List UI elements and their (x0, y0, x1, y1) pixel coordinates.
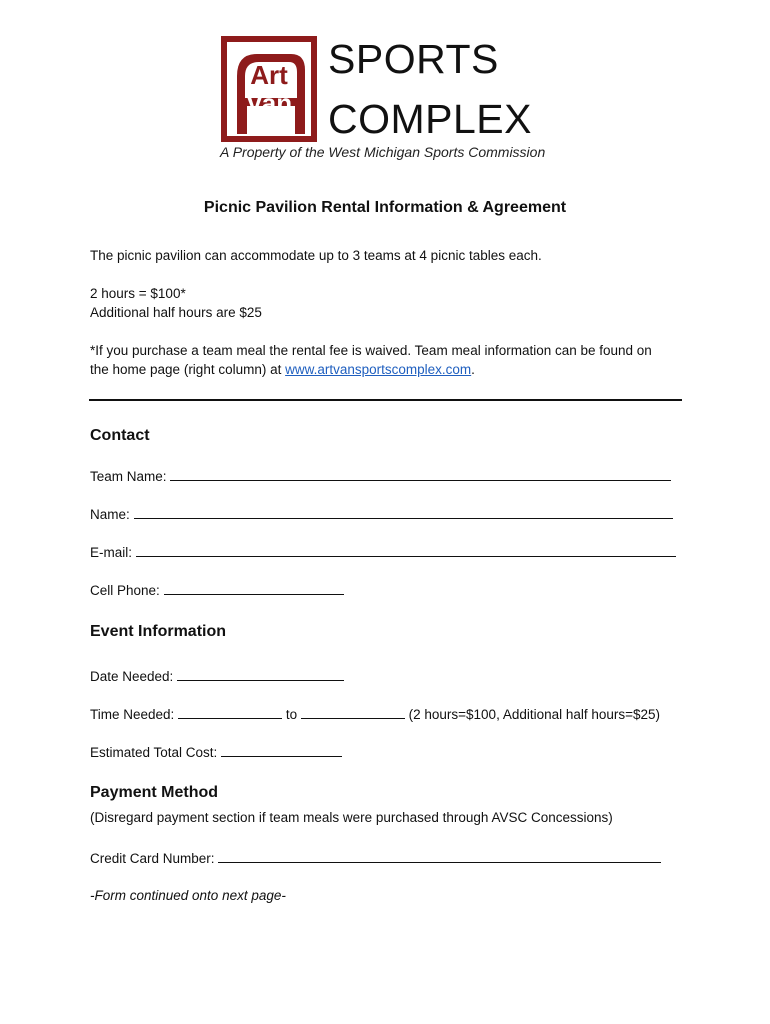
logo-text-art: Art (250, 60, 288, 90)
brand-complex: COMPLEX (328, 96, 532, 142)
logo-text-van: Van (245, 88, 293, 118)
card-row (90, 848, 661, 868)
time-start-field[interactable] (178, 704, 282, 719)
art-van-logo (221, 36, 317, 142)
capacity-text: The picnic pavilion can accommodate up to 3 teams at 4 picnic tables each. (90, 248, 542, 263)
meal-note-line-1: *If you purchase a team meal the rental fee is waived. Team meal information can be found on (90, 343, 652, 358)
section-divider (89, 399, 682, 401)
card-label: Credit Card Number: (90, 851, 215, 866)
team-name-label: Team Name: (90, 469, 167, 484)
email-field[interactable] (136, 542, 676, 557)
date-label: Date Needed: (90, 669, 174, 684)
time-to-label: to (285, 707, 298, 722)
price-line-1: 2 hours = $100* (90, 286, 186, 301)
team-name-field[interactable] (170, 466, 671, 481)
cell-phone-label: Cell Phone: (90, 583, 160, 598)
event-heading: Event Information (90, 623, 227, 640)
brand-sports: SPORTS (328, 36, 499, 82)
time-label: Time Needed: (90, 707, 175, 722)
cell-phone-row (90, 580, 344, 600)
meal-note-line-2 (90, 360, 475, 379)
cost-field[interactable] (221, 742, 342, 757)
meal-note-prefix: the home page (right column) at (90, 362, 286, 377)
price-line-2: Additional half hours are $25 (90, 305, 262, 320)
date-row (90, 666, 344, 686)
time-pricing-note: (2 hours=$100, Additional half hours=$25) (408, 707, 661, 722)
name-field[interactable] (134, 504, 673, 519)
payment-heading: Payment Method (90, 784, 219, 801)
email-row (90, 542, 676, 562)
team-name-row (90, 466, 671, 486)
contact-heading: Contact (90, 427, 150, 444)
time-end-field[interactable] (301, 704, 405, 719)
payment-note: (Disregard payment section if team meals were purchased through AVSC Concessions) (90, 810, 613, 825)
email-label: E-mail: (90, 545, 133, 560)
meal-note-suffix: . (471, 362, 475, 377)
page-title: Picnic Pavilion Rental Information & Agreement (203, 199, 567, 216)
tagline: A Property of the West Michigan Sports Commission (220, 144, 546, 160)
cost-label: Estimated Total Cost: (90, 745, 218, 760)
card-number-field[interactable] (218, 848, 661, 863)
cell-phone-field[interactable] (164, 580, 344, 595)
name-label: Name: (90, 507, 130, 522)
name-row (90, 504, 673, 524)
cost-row (90, 742, 342, 762)
form-continued-note: -Form continued onto next page- (90, 888, 286, 903)
website-link[interactable]: www.artvansportscomplex.com (285, 362, 472, 377)
date-field[interactable] (177, 666, 344, 681)
time-row (90, 704, 660, 724)
